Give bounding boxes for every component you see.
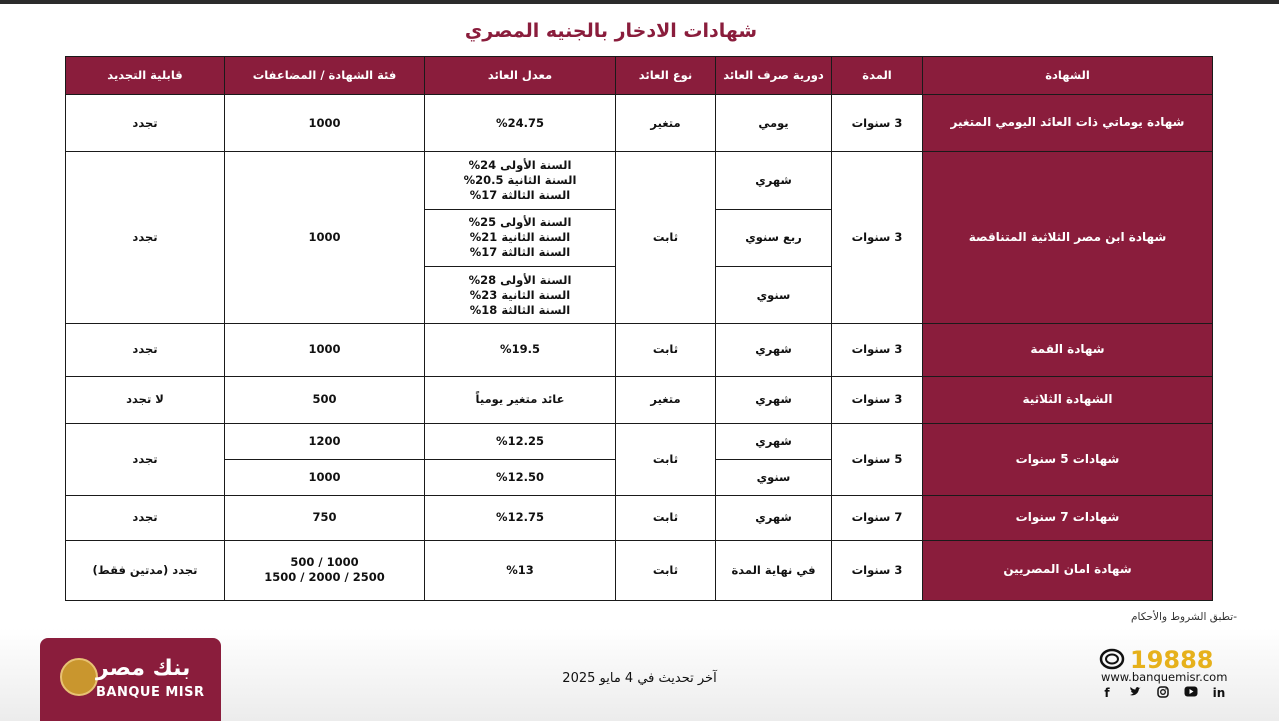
header-certificate: الشهادة (923, 57, 1213, 95)
type-cell: ثابت (616, 324, 716, 376)
frequency-cell: شهري (716, 324, 832, 376)
hotline-number[interactable]: 19888 (1130, 646, 1214, 674)
rate-year-2: السنة الثانية 21% (469, 230, 571, 245)
instagram-icon[interactable] (1156, 686, 1170, 701)
rate-cell: %24.75 (425, 95, 616, 152)
frequency-cell: سنوي (716, 266, 832, 323)
rate-cell: %12.75 (425, 496, 616, 540)
logo-latin-text: BANQUE MISR (96, 685, 205, 700)
certificate-name: شهادة القمة (923, 324, 1213, 376)
top-border (0, 0, 1279, 4)
renewal-cell: تجدد (66, 324, 225, 376)
table-row (66, 496, 1213, 540)
rate-cell: %19.5 (425, 324, 616, 376)
certificate-name: شهادة امان المصريين (923, 540, 1213, 600)
denomination-cell: 1000 (225, 152, 425, 324)
page-title: شهادات الادخار بالجنيه المصري (464, 20, 758, 42)
rate-year-2: السنة الثانية 23% (469, 287, 571, 302)
duration-cell: 3 سنوات (832, 324, 923, 376)
certificate-name: شهادات 7 سنوات (923, 496, 1213, 540)
denomination-cell (225, 540, 425, 600)
rate-year-3: السنة الثالثة 17% (469, 187, 571, 202)
rate-year-3: السنة الثالثة 17% (469, 245, 571, 260)
table-row (66, 540, 1213, 600)
facebook-icon[interactable]: f (1104, 686, 1110, 700)
renewal-cell: تجدد (مدتين فقط) (66, 540, 225, 600)
rate-cell (425, 209, 616, 266)
certificate-name: الشهادة الثلاثية (923, 376, 1213, 423)
rate-year-1: السنة الأولى 24% (468, 158, 572, 173)
type-cell: متغير (616, 376, 716, 423)
table-row (66, 95, 1213, 152)
rate-year-1: السنة الأولى 28% (468, 272, 572, 287)
type-cell: ثابت (616, 540, 716, 600)
certificate-name: شهادة ابن مصر الثلاثية المتناقصة (923, 152, 1213, 324)
denomination-line-1: 1000 / 500 (290, 555, 359, 570)
denomination-cell: 500 (225, 376, 425, 423)
frequency-cell: ربع سنوي (716, 209, 832, 266)
rate-cell: عائد متغير يومياً (425, 376, 616, 423)
denomination-cell: 1200 (225, 423, 425, 459)
frequency-cell: شهري (716, 423, 832, 459)
type-cell: ثابت (616, 152, 716, 324)
table-row (66, 376, 1213, 423)
duration-cell: 3 سنوات (832, 540, 923, 600)
rate-year-2: السنة الثانية 20.5% (463, 173, 577, 188)
frequency-cell: شهري (716, 152, 832, 209)
website-link[interactable]: www.banquemisr.com (1101, 670, 1228, 684)
renewal-cell: تجدد (66, 95, 225, 152)
duration-cell: 3 سنوات (832, 376, 923, 423)
header-type: نوع العائد (616, 57, 716, 95)
frequency-cell: سنوي (716, 460, 832, 496)
frequency-cell: يومي (716, 95, 832, 152)
denomination-cell: 750 (225, 496, 425, 540)
renewal-cell: تجدد (66, 152, 225, 324)
rate-cell (425, 152, 616, 209)
header-renewal: قابلية التجديد (66, 57, 225, 95)
linkedin-icon[interactable]: in (1212, 686, 1226, 700)
rate-cell: %12.25 (425, 423, 616, 459)
last-updated: آخر تحديث في 4 مايو 2025 (562, 671, 717, 686)
duration-cell: 3 سنوات (832, 95, 923, 152)
table-row (66, 324, 1213, 376)
table-row (66, 152, 1213, 209)
certificates-table (65, 56, 1213, 601)
duration-cell: 7 سنوات (832, 496, 923, 540)
renewal-cell: لا تجدد (66, 376, 225, 423)
rate-cell: %13 (425, 540, 616, 600)
frequency-cell: شهري (716, 376, 832, 423)
twitter-icon[interactable] (1128, 686, 1142, 701)
type-cell: ثابت (616, 496, 716, 540)
certificate-name: شهادات 5 سنوات (923, 423, 1213, 495)
certificate-name: شهادة يوماتي ذات العائد اليومي المتغير (923, 95, 1213, 152)
denomination-line-2: 2500 / 2000 / 1500 (264, 570, 385, 585)
denomination-cell: 1000 (225, 95, 425, 152)
rate-year-1: السنة الأولى 25% (468, 215, 572, 230)
social-links (1100, 686, 1226, 701)
rate-cell (425, 266, 616, 323)
renewal-cell: تجدد (66, 423, 225, 495)
terms-note: -تطبق الشروط والأحكام (1131, 611, 1237, 623)
denomination-cell: 1000 (225, 460, 425, 496)
rate-cell: %12.50 (425, 460, 616, 496)
table-row (66, 423, 1213, 459)
denomination-cell: 1000 (225, 324, 425, 376)
header-duration: المدة (832, 57, 923, 95)
duration-cell: 5 سنوات (832, 423, 923, 495)
frequency-cell: شهري (716, 496, 832, 540)
phone-icon (1099, 647, 1125, 671)
header-denomination: فئة الشهادة / المضاعفات (225, 57, 425, 95)
type-cell: متغير (616, 95, 716, 152)
header-frequency: دورية صرف العائد (716, 57, 832, 95)
youtube-icon[interactable] (1184, 686, 1198, 701)
rate-year-3: السنة الثالثة 18% (469, 302, 571, 317)
renewal-cell: تجدد (66, 496, 225, 540)
header-rate: معدل العائد (425, 57, 616, 95)
header-row (66, 57, 1213, 95)
logo-arabic-text: بنك مصر (96, 656, 191, 681)
duration-cell: 3 سنوات (832, 152, 923, 324)
type-cell: ثابت (616, 423, 716, 495)
frequency-cell: في نهاية المدة (716, 540, 832, 600)
